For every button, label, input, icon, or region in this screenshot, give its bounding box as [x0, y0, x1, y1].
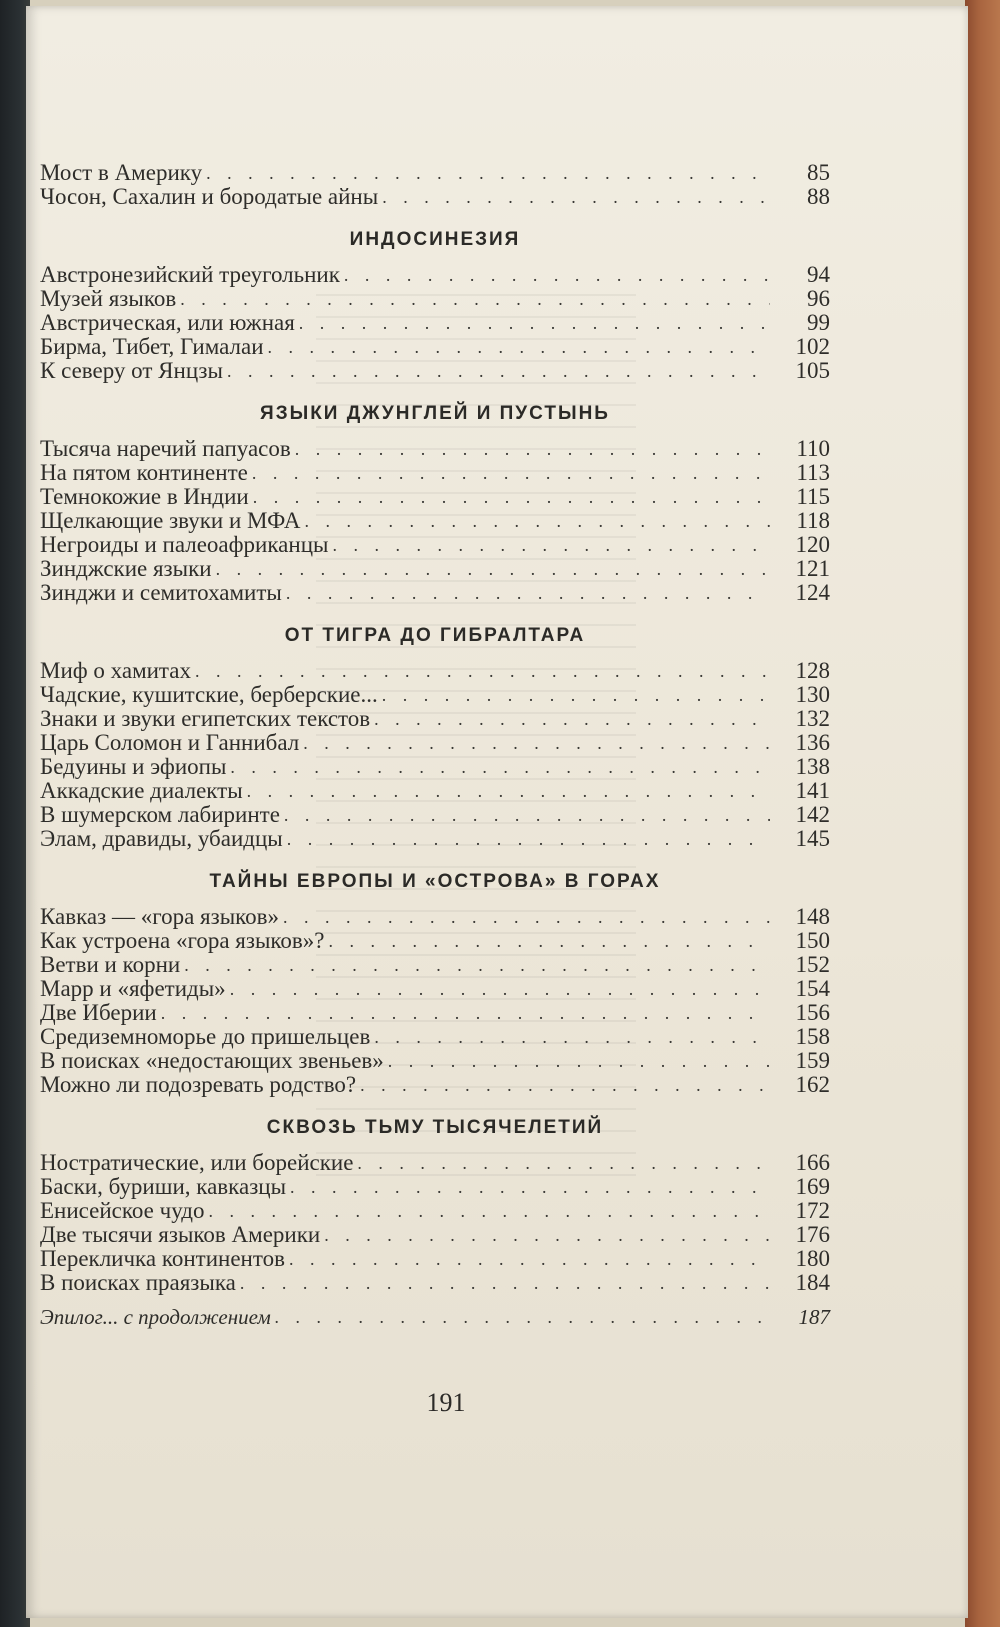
- leader-dots: [332, 533, 770, 557]
- leader-dots: [180, 287, 770, 311]
- toc-entry-title: Ностратические, или борейские: [40, 1150, 354, 1175]
- toc-entry[interactable]: [40, 359, 830, 383]
- toc-entry-page: 166: [795, 1150, 830, 1175]
- book-cover-edge-right: [965, 0, 1000, 1627]
- toc-entry-title: Щелкающие звуки и МФА: [40, 508, 301, 533]
- toc-entry-page: 148: [795, 904, 830, 929]
- toc-entry-page: 128: [795, 658, 830, 683]
- toc-entry[interactable]: [40, 161, 830, 185]
- toc-entry-title: Элам, дравиды, убаидцы: [40, 826, 283, 851]
- toc-entry-title: Тысяча наречий папуасов: [40, 436, 291, 461]
- toc-entry-title: К северу от Янцзы: [40, 358, 223, 383]
- toc-section: [40, 1117, 830, 1295]
- toc-entry-page: 88: [807, 184, 830, 209]
- toc-entry-page: 184: [795, 1270, 830, 1295]
- toc-entry[interactable]: [40, 509, 830, 533]
- toc-entry-title: Ветви и корни: [40, 952, 181, 977]
- leader-dots: [382, 185, 770, 209]
- toc-entry-title: На пятом континенте: [40, 460, 248, 485]
- toc-entry[interactable]: [40, 803, 830, 827]
- toc-entry[interactable]: [40, 287, 830, 311]
- leader-dots: [374, 707, 770, 731]
- toc-entry-page: 110: [796, 436, 830, 461]
- leader-dots: [240, 1271, 770, 1295]
- toc-entry-page: 180: [795, 1246, 830, 1271]
- leader-dots: [227, 359, 770, 383]
- toc-entry-title: Бирма, Тибет, Гималаи: [40, 334, 264, 359]
- leader-dots: [195, 659, 770, 683]
- toc-entry[interactable]: [40, 827, 830, 851]
- toc-entry-page: 154: [795, 976, 830, 1001]
- leader-dots: [216, 557, 770, 581]
- toc-entry-title: Марр и «яфетиды»: [40, 976, 226, 1001]
- leader-dots: [253, 485, 770, 509]
- toc-entry-title: Миф о хамитах: [40, 658, 191, 683]
- toc-entry[interactable]: [40, 1025, 830, 1049]
- leader-dots: [305, 509, 770, 533]
- toc-entry-page: 85: [807, 160, 830, 185]
- toc-entry-title: Знаки и звуки египетских текстов: [40, 706, 371, 731]
- leader-dots: [230, 977, 770, 1001]
- toc-entry[interactable]: [40, 1223, 830, 1247]
- toc-entry-title: Музей языков: [40, 286, 177, 311]
- leader-dots: [275, 1305, 770, 1329]
- toc-entry[interactable]: [40, 905, 830, 929]
- toc-entry-page: 99: [807, 310, 830, 335]
- toc-entry-page: 120: [795, 532, 830, 557]
- leader-dots: [324, 1223, 770, 1247]
- toc-entry-title: Чосон, Сахалин и бородатые айны: [40, 184, 379, 209]
- toc-entry[interactable]: [40, 1049, 830, 1073]
- toc-entry-page: 118: [796, 508, 830, 533]
- toc-entry[interactable]: [40, 659, 830, 683]
- toc-entry[interactable]: [40, 557, 830, 581]
- toc-entry[interactable]: [40, 1001, 830, 1025]
- toc-entry-title: Негроиды и палеоафриканцы: [40, 532, 329, 557]
- toc-entry[interactable]: [40, 311, 830, 335]
- toc-entry-page: 94: [807, 262, 830, 287]
- leader-dots: [289, 1247, 770, 1271]
- toc-entry[interactable]: [40, 707, 830, 731]
- toc-entry[interactable]: [40, 1199, 830, 1223]
- toc-entry[interactable]: [40, 437, 830, 461]
- toc-entry-page: 102: [795, 334, 830, 359]
- toc-entry-title: Темнокожие в Индии: [40, 484, 249, 509]
- leader-dots: [206, 161, 770, 185]
- section-heading: ОТ ТИГРА ДО ГИБРАЛТАРА: [284, 625, 586, 646]
- toc-entry-title: Можно ли подозревать родство?: [40, 1072, 357, 1097]
- leader-dots: [284, 803, 770, 827]
- toc-entry-title: Енисейское чудо: [40, 1198, 205, 1223]
- toc-entry-page: 121: [795, 556, 830, 581]
- toc-entry[interactable]: [40, 1247, 830, 1271]
- section-heading: ЯЗЫКИ ДЖУНГЛЕЙ И ПУСТЫНЬ: [260, 403, 610, 424]
- leader-dots: [286, 581, 770, 605]
- toc-entry-page: 150: [795, 928, 830, 953]
- leader-dots: [283, 905, 770, 929]
- section-heading: ТАЙНЫ ЕВРОПЫ И «ОСТРОВА» В ГОРАХ: [209, 871, 661, 892]
- toc-entry-page: 162: [795, 1072, 830, 1097]
- section-heading: СКВОЗЬ ТЬМУ ТЫСЯЧЕЛЕТИЙ: [266, 1117, 604, 1138]
- toc-section: [40, 229, 830, 383]
- toc-entry-title: Аккадские диалекты: [40, 778, 243, 803]
- toc-entry-title: Перекличка континентов: [40, 1246, 285, 1271]
- leader-dots: [161, 1001, 770, 1025]
- toc-entry-page: 169: [795, 1174, 830, 1199]
- toc-entry-page: 156: [795, 1000, 830, 1025]
- toc-entry-page: 158: [795, 1024, 830, 1049]
- leader-dots: [290, 1175, 770, 1199]
- toc-entry[interactable]: [40, 731, 830, 755]
- toc-entry-title: Австронезийский треугольник: [40, 262, 340, 287]
- toc-entry-title: Две Иберии: [40, 1000, 157, 1025]
- toc-section: [40, 403, 830, 605]
- toc-entry-title: Эпилог... с продолжением: [40, 1305, 271, 1329]
- toc-entry-page: 172: [795, 1198, 830, 1223]
- leader-dots: [357, 1151, 770, 1175]
- toc-entry-page: 105: [795, 358, 830, 383]
- toc-entry[interactable]: [40, 263, 830, 287]
- leader-dots: [299, 311, 770, 335]
- toc-entry-title: Австрическая, или южная: [40, 310, 295, 335]
- toc-entry[interactable]: [40, 185, 830, 209]
- toc-epilog-entry[interactable]: [40, 1305, 830, 1329]
- toc-entry-title: Мост в Америку: [40, 160, 203, 185]
- toc-entry[interactable]: [40, 1271, 830, 1295]
- toc-entry-title: Две тысячи языков Америки: [40, 1222, 321, 1247]
- leader-dots: [208, 1199, 770, 1223]
- toc-entry[interactable]: [40, 581, 830, 605]
- toc-entry[interactable]: [40, 485, 830, 509]
- toc-entry-title: Кавказ — «гора языков»: [40, 904, 280, 929]
- leader-dots: [252, 461, 770, 485]
- toc-entry-page: 145: [795, 826, 830, 851]
- toc-entry[interactable]: [40, 755, 830, 779]
- toc-entry-page: 136: [795, 730, 830, 755]
- toc-entry[interactable]: [40, 533, 830, 557]
- toc-entry-page: 141: [795, 778, 830, 803]
- toc-entry[interactable]: [40, 1073, 830, 1097]
- toc-entry[interactable]: [40, 1151, 830, 1175]
- toc-entry-title: В поисках «недостающих звеньев»: [40, 1048, 384, 1073]
- leader-dots: [360, 1073, 770, 1097]
- toc-section: [40, 871, 830, 1097]
- page-number: 191: [426, 1388, 466, 1417]
- toc-entry[interactable]: [40, 953, 830, 977]
- leader-dots: [247, 779, 770, 803]
- toc-entry[interactable]: [40, 1175, 830, 1199]
- toc-entry[interactable]: [40, 929, 830, 953]
- toc-entry-title: Как устроена «гора языков»?: [40, 928, 325, 953]
- toc-entry-page: 176: [795, 1222, 830, 1247]
- book-page: [26, 6, 968, 1618]
- section-heading: ИНДОСИНЕЗИЯ: [349, 229, 521, 250]
- toc-entry-page: 132: [795, 706, 830, 731]
- toc-entry-page: 142: [795, 802, 830, 827]
- toc-entry-page: 113: [796, 460, 830, 485]
- toc-entry-title: Бедуины и эфиопы: [40, 754, 227, 779]
- toc-entry-title: Зинджи и семитохамиты: [40, 580, 282, 605]
- toc-intro-group: [40, 161, 830, 209]
- leader-dots: [388, 1049, 770, 1073]
- toc-entry[interactable]: [40, 683, 830, 707]
- toc-entry-title: Царь Соломон и Ганнибал: [40, 730, 300, 755]
- table-of-contents: [40, 161, 830, 1329]
- leader-dots: [328, 929, 770, 953]
- toc-entry[interactable]: [40, 335, 830, 359]
- toc-entry-page: 152: [795, 952, 830, 977]
- leader-dots: [268, 335, 770, 359]
- leader-dots: [295, 437, 770, 461]
- leader-dots: [230, 755, 770, 779]
- toc-entry-title: В поисках праязыка: [40, 1270, 236, 1295]
- toc-entry[interactable]: [40, 977, 830, 1001]
- toc-section: [40, 625, 830, 851]
- toc-entry-page: 124: [795, 580, 830, 605]
- toc-entry-page: 187: [798, 1305, 830, 1329]
- toc-entry-title: Зинджские языки: [40, 556, 212, 581]
- leader-dots: [344, 263, 770, 287]
- toc-entry-title: Чадские, кушитские, берберские...: [40, 682, 378, 707]
- toc-entry-page: 115: [796, 484, 830, 509]
- toc-entry-title: Баски, буриши, кавказцы: [40, 1174, 287, 1199]
- toc-entry-title: В шумерском лабиринте: [40, 802, 280, 827]
- toc-entry[interactable]: [40, 779, 830, 803]
- toc-entry-page: 159: [795, 1048, 830, 1073]
- leader-dots: [374, 1025, 770, 1049]
- toc-entry-page: 130: [795, 682, 830, 707]
- leader-dots: [303, 731, 770, 755]
- toc-entry-page: 138: [795, 754, 830, 779]
- toc-entry-page: 96: [807, 286, 830, 311]
- toc-entry-title: Средиземноморье до пришельцев: [40, 1024, 371, 1049]
- leader-dots: [287, 827, 770, 851]
- leader-dots: [184, 953, 770, 977]
- toc-entry[interactable]: [40, 461, 830, 485]
- leader-dots: [382, 683, 770, 707]
